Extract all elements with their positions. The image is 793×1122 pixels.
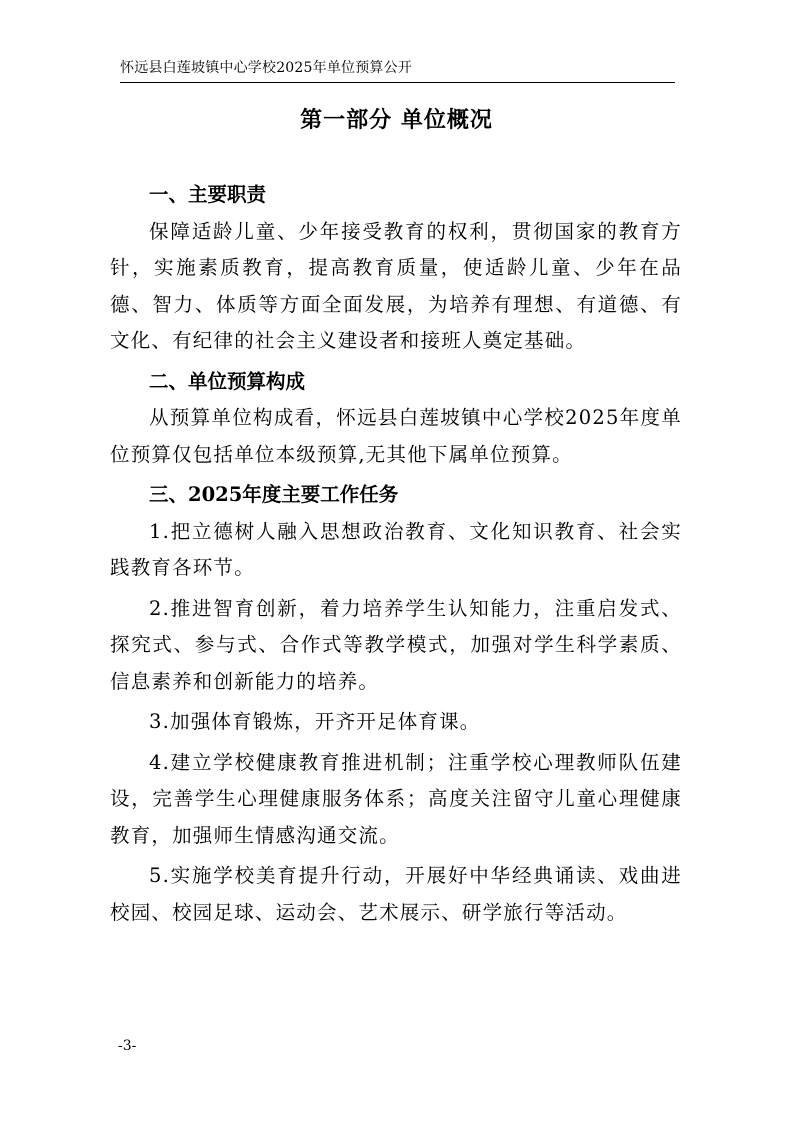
- document-body: [110, 175, 682, 931]
- running-header: 怀远县白莲坡镇中心学校2025年单位预算公开: [120, 60, 413, 76]
- task-item-1: 1.把立德树人融入思想政治教育、文化知识教育、社会实践教育各环节。: [110, 519, 682, 579]
- task-item-3: 3.加强体育锻炼，开齐开足体育课。: [149, 710, 481, 733]
- paragraph-duties: 保障适龄儿童、少年接受教育的权利，贯彻国家的教育方针，实施素质教育，提高教育质量，使适龄儿童、少年在品德、智力、体质等方面全面发展，为培养有理想、有道德、有文化、有纪律的社会主义建设者和接班人奠定基础。: [110, 219, 682, 352]
- section-heading-duties: 一、主要职责: [149, 183, 267, 206]
- paragraph-budget-composition: 从预算单位构成看，怀远县白莲坡镇中心学校2025年度单位预算仅包括单位本级预算,无其他下属单位预算。: [110, 406, 682, 466]
- page-title: 第一部分 单位概况: [300, 107, 493, 133]
- section-heading-budget-composition: 二、单位预算构成: [149, 369, 306, 393]
- section-heading-tasks: 三、2025年度主要工作任务: [149, 483, 399, 506]
- page-number: -3-: [118, 1038, 137, 1054]
- task-item-2: 2.推进智育创新，着力培养学生认知能力，注重启发式、探究式、参与式、合作式等教学模式，加强对学生科学素质、信息素养和创新能力的培养。: [110, 596, 682, 693]
- task-item-5: 5.实施学校美育提升行动，开展好中华经典诵读、戏曲进校园、校园足球、运动会、艺术展示、研学旅行等活动。: [110, 864, 682, 924]
- task-item-4: 4.建立学校健康教育推进机制；注重学校心理教师队伍建设，完善学生心理健康服务体系；高度关注留守儿童心理健康教育，加强师生情感沟通交流。: [110, 750, 682, 847]
- header-rule: [120, 82, 675, 83]
